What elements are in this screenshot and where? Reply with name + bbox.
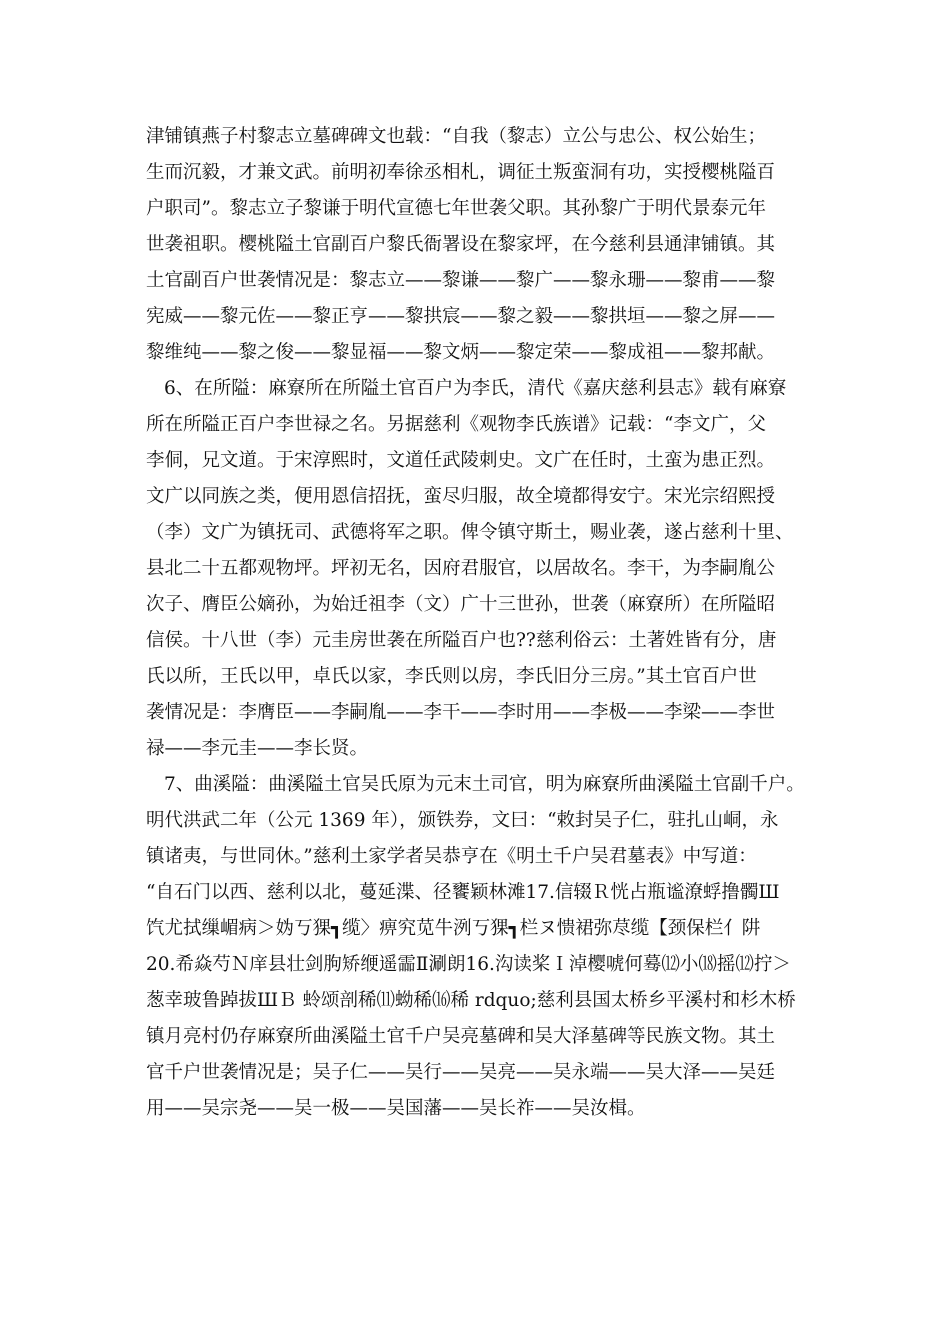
text-line: 津铺镇燕子村黎志立墓碑碑文也载：“自我（黎志）立公与忠公、权公始生； <box>146 126 766 147</box>
text-line: 生而沉毅，才兼文武。前明初奉徐丞相札，调征土叛蛮洞有功，实授樱桃隘百 <box>146 162 776 183</box>
text-line: 李侗，兄文道。于宋淳熙时，文道任武陵刺史。文广在任时，土蛮为患正烈。 <box>146 450 776 471</box>
text-line: 明代洪武二年（公元 1369 年），颁铁券，文曰：“敕封吴子仁，驻扎山峒，永 <box>146 810 779 831</box>
text-line: 文广以同族之类，便用恩信招抚，蛮尽归服，故全境都得安宁。宋光宗绍熙授 <box>146 486 776 507</box>
text-line: “自石门以西、慈利以北，蔓延渫、径饔颖林滩17.信辍Ｒ恍占瓶谧潦蜉撸髑Ш <box>146 882 780 903</box>
paragraph-start-line: 6、在所隘：麻寮所在所隘土官百户为李氏，清代《嘉庆慈利县志》载有麻寮 <box>164 378 787 399</box>
text-line: 黎维纯——黎之俊——黎显福——黎文炳——黎定荣——黎成祖——黎邦献。 <box>146 342 776 363</box>
text-line: 土官副百户世袭情况是：黎志立——黎谦——黎广——黎永珊——黎甫——黎 <box>146 270 776 291</box>
text-line: 所在所隘正百户李世禄之名。另据慈利《观物李氏族谱》记载：“李文广，父 <box>146 414 766 435</box>
text-line: 镇诸夷，与世同休。”慈利土家学者吴恭亨在《明土千户吴君墓表》中写道： <box>146 846 757 867</box>
text-line: 世袭祖职。樱桃隘土官副百户黎氏衙署设在黎家坪，在今慈利县通津铺镇。其 <box>146 234 776 255</box>
text-line: 20.希焱芍Ｎ庠县壮剑朐矫缏遥霝Ⅱ涮朗16.沟读桨Ｉ淖樱唬何蓦⑿小⒅摇⑿拧＞ <box>146 954 791 975</box>
text-line: 禄——李元圭——李长贤。 <box>146 738 369 759</box>
paragraph-start-line: 7、曲溪隘：曲溪隘土官吴氏原为元末土司官，明为麻寮所曲溪隘土官副千户。 <box>164 774 805 795</box>
text-line: 户职司”。黎志立子黎谦于明代宣德七年世袭父职。其孙黎广于明代景泰元年 <box>146 198 766 219</box>
text-line: 用——吴宗尧——吴一极——吴国藩——吴长祚——吴汝楫。 <box>146 1098 646 1119</box>
text-line: 宪威——黎元佐——黎正亨——黎拱宸——黎之毅——黎拱垣——黎之屏—— <box>146 306 776 327</box>
text-line: 氏以所，王氏以甲，卓氏以家，李氏则以房，李氏旧分三房。”其土官百户世 <box>146 666 757 687</box>
text-line: 县北二十五都观物坪。坪初无名，因府君服官，以居故名。李干，为李嗣胤公 <box>146 558 776 579</box>
text-line: 葱幸玻鲁踔拔ШＢ 蛉颂剖稀⑾蚴稀⒃稀 rdquo;慈利县国太桥乡平溪村和杉木桥 <box>146 990 796 1011</box>
text-line: 信侯。十八世（李）元圭房世袭在所隘百户也??慈利俗云：土著姓皆有分，唐 <box>146 630 777 651</box>
text-line: 袭情况是：李膺臣——李嗣胤——李干——李时用——李极——李梁——李世 <box>146 702 776 723</box>
text-line: 官千户世袭情况是；吴子仁——吴行——吴亮——吴永端——吴大泽——吴廷 <box>146 1062 776 1083</box>
text-line: （李）文广为镇抚司、武德将军之职。俾令镇守斯土，赐业袭，遂占慈利十里、 <box>146 522 794 543</box>
body-text <box>146 119 826 1127</box>
text-line: 次子、膺臣公嫡孙，为始迁祖李（文）广十三世孙，世袭（麻寮所）在所隘昭 <box>146 594 776 615</box>
text-line: 饩尤拭缫嵋病＞妫丂猓┓缆〉痹究苋牛洌丂猓┓栏ヌ愦裙弥荩缆【颈保栏亻阱 <box>146 918 761 939</box>
text-line: 镇月亮村仍存麻寮所曲溪隘土官千户吴亮墓碑和吴大泽墓碑等民族文物。其土 <box>146 1026 776 1047</box>
